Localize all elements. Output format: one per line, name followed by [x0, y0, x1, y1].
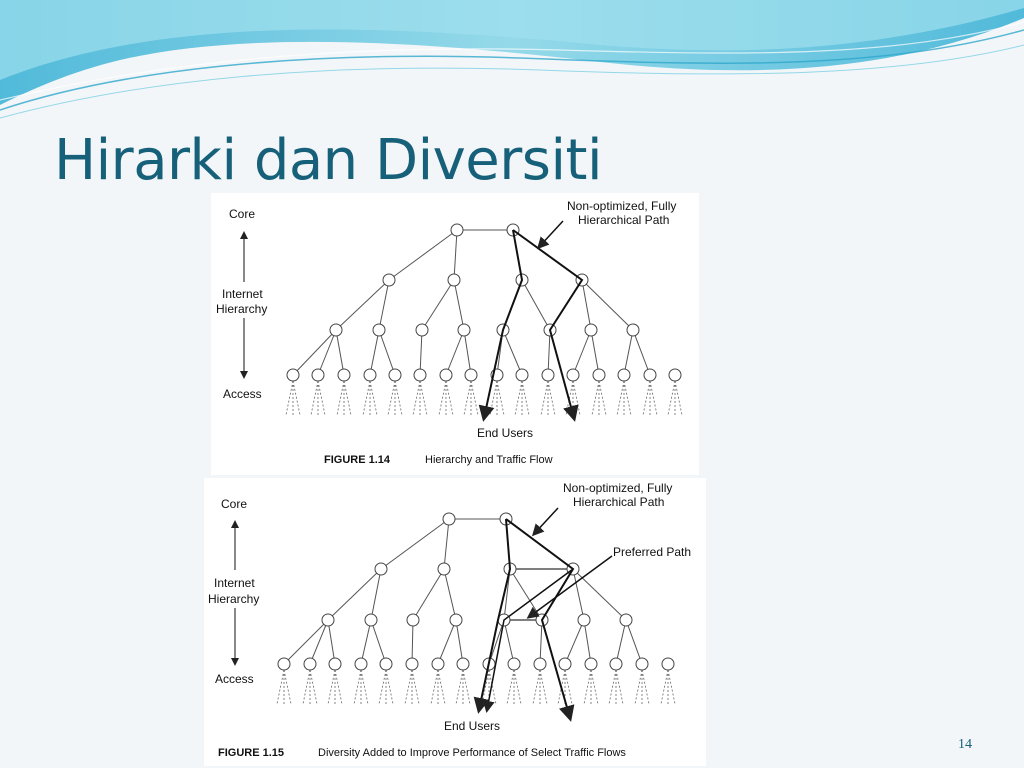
end-user-link [616, 670, 623, 704]
router-node [450, 614, 462, 626]
router-node [508, 658, 520, 670]
end-user-link [573, 381, 580, 415]
end-user-link [471, 381, 478, 415]
label-end-users: End Users [444, 719, 501, 733]
tree-edge [503, 330, 522, 375]
end-user-link [277, 670, 284, 704]
tree-edges [284, 519, 642, 664]
end-user-link [584, 670, 591, 704]
callout-preferred: Preferred Path [613, 545, 692, 559]
tree-edge [522, 280, 550, 330]
end-user-link [439, 381, 446, 415]
tree-edge [626, 620, 642, 664]
end-user-links [277, 670, 675, 704]
router-node [278, 658, 290, 670]
end-user-link [617, 381, 624, 415]
router-node [559, 658, 571, 670]
tree-nodes [287, 224, 681, 381]
callout-line-2: Hierarchical Path [573, 495, 665, 509]
tree-edge [284, 620, 328, 664]
label-hierarchy: Hierarchy [216, 302, 268, 316]
router-node [432, 658, 444, 670]
end-user-link [661, 670, 668, 704]
router-node [389, 369, 401, 381]
router-node [457, 658, 469, 670]
tree-edge [438, 620, 456, 664]
end-user-link [668, 670, 675, 704]
tree-edge [336, 330, 344, 375]
router-node [364, 369, 376, 381]
end-user-link [599, 381, 606, 415]
tree-edge [573, 330, 591, 375]
caption-number: FIGURE 1.14 [324, 454, 391, 466]
end-user-link [363, 381, 370, 415]
label-hierarchy: Hierarchy [208, 592, 260, 606]
tree-edge [444, 569, 456, 620]
label-internet: Internet [214, 576, 255, 590]
router-node [312, 369, 324, 381]
page-number: 14 [958, 737, 972, 752]
tree-edge [389, 230, 457, 280]
tree-edge [616, 620, 626, 664]
end-user-link [310, 670, 317, 704]
end-user-link [609, 670, 616, 704]
router-node [406, 658, 418, 670]
router-node [414, 369, 426, 381]
router-node [407, 614, 419, 626]
end-user-link [464, 381, 471, 415]
router-node [448, 274, 460, 286]
router-node [610, 658, 622, 670]
tree-edge [633, 330, 650, 375]
end-user-link [635, 670, 642, 704]
router-node [375, 563, 387, 575]
end-user-link [370, 381, 377, 415]
router-node [365, 614, 377, 626]
tree-edge [573, 569, 626, 620]
end-user-link [311, 381, 318, 415]
end-user-link [642, 670, 649, 704]
end-user-link [540, 670, 547, 704]
caption-number: FIGURE 1.15 [218, 747, 285, 759]
tree-edge [361, 620, 371, 664]
end-user-link [533, 670, 540, 704]
end-user-link [592, 381, 599, 415]
callout-arrow [539, 221, 563, 247]
end-user-link [420, 381, 427, 415]
tree-edge [328, 569, 381, 620]
end-user-link [624, 381, 631, 415]
end-user-link [405, 670, 412, 704]
router-node [329, 658, 341, 670]
router-node [287, 369, 299, 381]
end-user-link [515, 381, 522, 415]
end-user-link [431, 670, 438, 704]
tree-edge [446, 330, 464, 375]
figure-diversity-traffic-flows [204, 478, 706, 766]
end-user-link [668, 381, 675, 415]
end-user-link [303, 670, 310, 704]
end-user-link [395, 381, 402, 415]
tree-edge [371, 620, 386, 664]
end-user-link [497, 381, 504, 415]
tree-edge [454, 280, 464, 330]
tree-nodes [278, 513, 674, 670]
end-user-link [514, 670, 521, 704]
label-internet: Internet [222, 287, 263, 301]
tree-edge [584, 620, 591, 664]
callout-line-1: Non-optimized, Fully [567, 199, 677, 213]
tree-edge [318, 330, 336, 375]
router-node [465, 369, 477, 381]
tree-edge [540, 620, 542, 664]
tree-edge [336, 280, 389, 330]
end-user-link [318, 381, 325, 415]
tree-edge [573, 569, 584, 620]
router-node [627, 324, 639, 336]
tree-edge [412, 620, 413, 664]
tree-edge [379, 330, 395, 375]
router-node [451, 224, 463, 236]
tree-edge [591, 330, 599, 375]
label-core: Core [221, 497, 248, 511]
router-node [669, 369, 681, 381]
router-node [373, 324, 385, 336]
end-user-link [438, 670, 445, 704]
router-node [440, 369, 452, 381]
hierarchy-tree-diagram [211, 193, 699, 475]
tree-edge [328, 620, 335, 664]
router-node [380, 658, 392, 670]
end-user-link [507, 670, 514, 704]
end-user-link [293, 381, 300, 415]
router-node [578, 614, 590, 626]
label-access: Access [215, 672, 254, 686]
router-node [593, 369, 605, 381]
tree-edge [504, 620, 514, 664]
router-node [620, 614, 632, 626]
router-node [322, 614, 334, 626]
tree-edge [454, 230, 457, 280]
end-user-link [386, 670, 393, 704]
end-user-link [337, 381, 344, 415]
tree-edge [548, 330, 550, 375]
end-user-link [361, 670, 368, 704]
tree-edge [293, 330, 336, 375]
router-node [355, 658, 367, 670]
end-user-link [335, 670, 342, 704]
end-user-link [541, 381, 548, 415]
router-node [516, 369, 528, 381]
tree-edge [565, 620, 584, 664]
router-node [585, 324, 597, 336]
callout-arrow [534, 508, 558, 534]
router-node [567, 369, 579, 381]
callout-line-2: Hierarchical Path [578, 213, 670, 227]
router-node [304, 658, 316, 670]
end-user-link [412, 670, 419, 704]
tree-edges [293, 230, 650, 375]
tree-edge [310, 620, 328, 664]
router-node [662, 658, 674, 670]
router-node [330, 324, 342, 336]
router-node [618, 369, 630, 381]
tree-edge [456, 620, 463, 664]
header-wave-decoration [0, 0, 1024, 120]
router-node [338, 369, 350, 381]
end-user-link [463, 670, 470, 704]
end-user-link [522, 381, 529, 415]
end-user-link [675, 381, 682, 415]
tree-edge [413, 569, 444, 620]
router-node [585, 658, 597, 670]
end-user-link [643, 381, 650, 415]
end-user-link [591, 670, 598, 704]
tree-edge [624, 330, 633, 375]
tree-edge [444, 519, 449, 569]
slide-title: Hirarki dan Diversiti [54, 128, 603, 193]
end-user-link [489, 670, 496, 704]
end-user-link [379, 670, 386, 704]
end-user-link [456, 670, 463, 704]
tree-edge [420, 330, 422, 375]
tree-edge [464, 330, 471, 375]
end-user-link [328, 670, 335, 704]
router-node [438, 563, 450, 575]
end-user-link [388, 381, 395, 415]
end-user-link [354, 670, 361, 704]
end-user-link [548, 381, 555, 415]
end-user-links [286, 381, 682, 415]
router-node [534, 658, 546, 670]
router-node [644, 369, 656, 381]
label-core: Core [229, 207, 256, 221]
end-user-link [344, 381, 351, 415]
end-user-link [565, 670, 572, 704]
figure-hierarchy-traffic-flow [211, 193, 699, 475]
tree-edge [370, 330, 379, 375]
caption-text: Hierarchy and Traffic Flow [425, 454, 553, 466]
label-access: Access [223, 387, 262, 401]
router-node [443, 513, 455, 525]
end-user-link [413, 381, 420, 415]
router-node [636, 658, 648, 670]
diversity-tree-diagram [204, 478, 706, 766]
caption-text: Diversity Added to Improve Performance of Select Traffic Flows [318, 747, 626, 759]
tree-edge [422, 280, 454, 330]
router-node [383, 274, 395, 286]
callout-line-1: Non-optimized, Fully [563, 481, 673, 495]
tree-edge [381, 519, 449, 569]
end-user-link [446, 381, 453, 415]
router-node [416, 324, 428, 336]
router-node [542, 369, 554, 381]
label-end-users: End Users [477, 426, 534, 440]
router-node [458, 324, 470, 336]
end-user-link [284, 670, 291, 704]
end-user-link [286, 381, 293, 415]
end-user-link [650, 381, 657, 415]
